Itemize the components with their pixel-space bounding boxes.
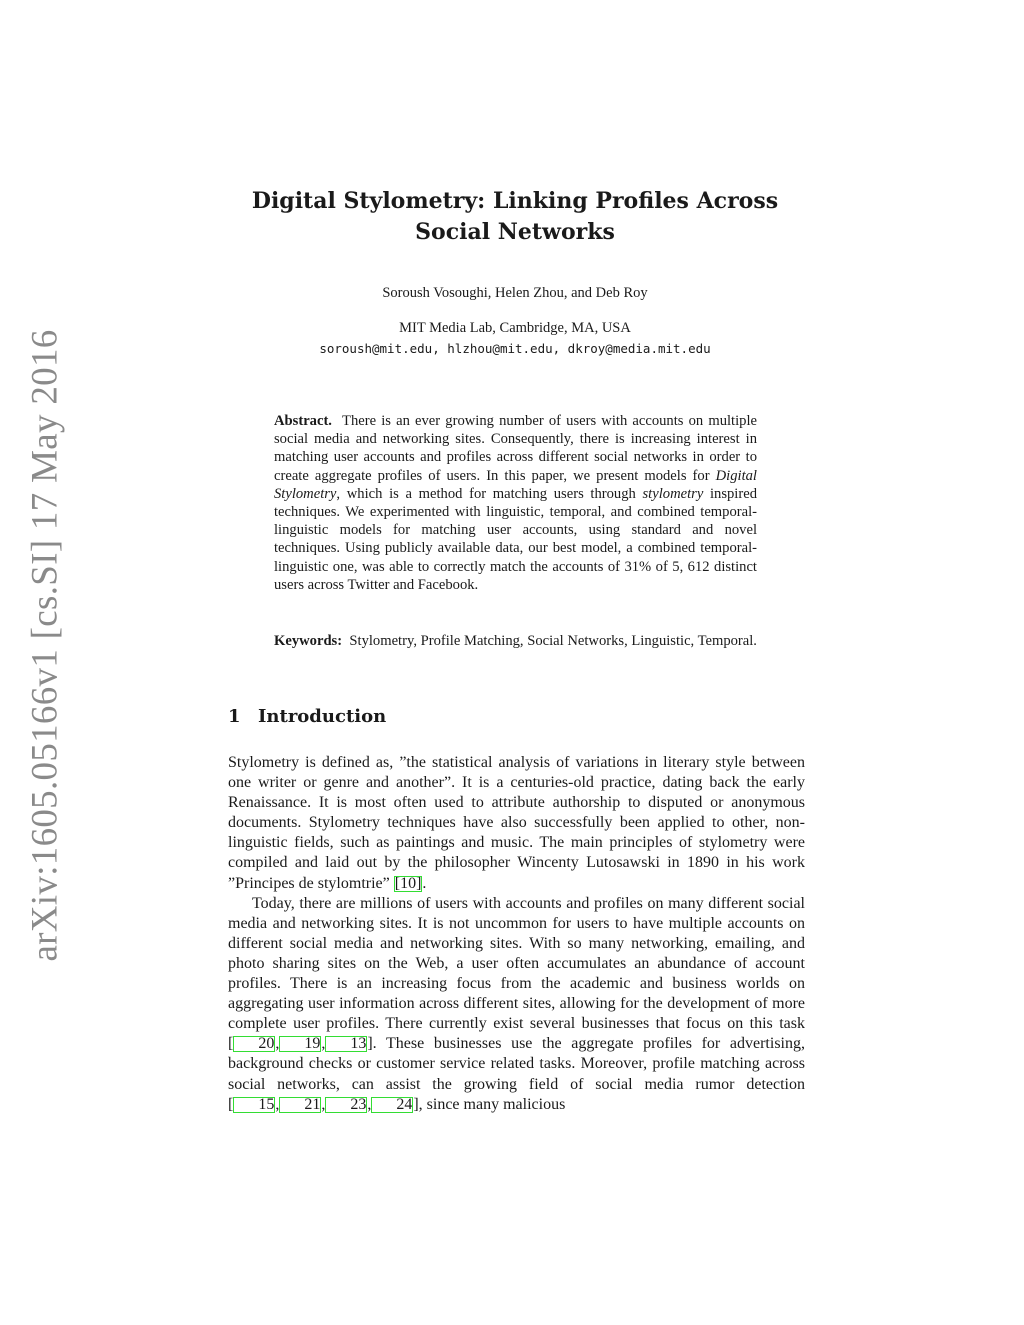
introduction-paragraph-2: [228, 894, 805, 1115]
citation-link-10[interactable]: [10]: [394, 874, 422, 892]
keywords: [274, 632, 757, 650]
citation-link-21[interactable]: 21: [279, 1097, 321, 1113]
arxiv-identifier-sidebar: [12, 328, 78, 962]
introduction-paragraph-1: Stylometry is defined as, ”the statistical analysis of variations in literary style between one writer or genre and another”. It is a centuries-old practice, dating back the early Renaissance. It is most often used to attribute authorship to disputed or anonymous documents. Stylometry techniques have also successfully been applied to other, non-linguistic fields, such as paintings and music. The main principles of stylometry were compiled and laid out by the philosopher Wincenty Lutosawski in 1890 in his work ”Principes de stylomtrie” [10].: [228, 754, 805, 892]
abstract-label: Abstract.: [274, 413, 332, 429]
paragraph-2-text-part-3: , since many malicious: [418, 1095, 566, 1113]
citation-link-20[interactable]: 20: [233, 1036, 275, 1052]
citation-link-13[interactable]: 13: [325, 1036, 367, 1052]
paragraph-2-text-part-1: Today, there are millions of users with accounts and profiles on many different social media and networking sites. It is not uncommon for users to have multiple accounts on different social media and networking sites. With so many networking, emailing, and photo sharing sites on the Web, a user often accumulates an abundance of account profiles. There is an increasing focus from the academic and business worlds on aggregating user information across different sites, allowing for the development of more complete user profiles. There currently exist several businesses that focus on this task: [228, 894, 805, 1033]
abstract-text-part-1: There is an ever growing number of users with accounts on multiple social media and networking sites. Consequently, there is increasing interest in matching user accounts and profiles across different social networks in order to create aggregate profiles of users. In this paper, we present models for: [274, 413, 757, 484]
paper-title-line-1: Digital Stylometry: Linking Profiles Across: [251, 188, 779, 214]
keywords-label: Keywords:: [274, 633, 343, 649]
paragraph-2-text-part-2: . These businesses use the aggregate profiles for advertising, background checks or customer service related tasks. Moreover, profile matching across social networks, can assist the growing field of social media rumor detection: [228, 1035, 805, 1093]
citation-link-19[interactable]: 19: [279, 1036, 321, 1052]
citation-link-23[interactable]: 23: [325, 1097, 367, 1113]
abstract-emphasis-stylometry: stylometry: [642, 485, 704, 502]
paper-title-line-2: Social Networks: [415, 219, 615, 245]
citation-group-a: [ 20, 19, 13]: [228, 1035, 373, 1053]
section-number: 1: [228, 706, 241, 727]
paper-authors: Soroush Vosoughi, Helen Zhou, and Deb Roy: [382, 285, 648, 301]
citation-group-b: [ 15, 21, 23, 24]: [228, 1095, 419, 1113]
paper-title: [240, 186, 790, 248]
abstract-text-part-2: , which is a method for matching users through: [336, 485, 643, 502]
abstract-text-part-3: inspired techniques. We experimented with linguistic, temporal, and combined temporal-linguistic models for matching user accounts, using standard and novel techniques. Using publicly available data, our best model, a combined temporal-linguistic one, was able to correctly match the accounts of 31% of 5, 612 distinct users across Twitter and Facebook.: [274, 485, 757, 593]
arxiv-identifier: arXiv:1605.05166v1 [cs.SI] 17 May 2016: [24, 328, 66, 962]
section-heading-introduction: [228, 706, 386, 727]
section-title: Introduction: [258, 706, 387, 727]
citation-link-15[interactable]: 15: [233, 1097, 275, 1113]
author-affiliation: MIT Media Lab, Cambridge, MA, USA: [399, 320, 631, 336]
paragraph-1-text: Stylometry is defined as, ”the statistical analysis of variations in literary style between one writer or genre and another”. It is a centuries-old practice, dating back the early Renaissance. It is most often used to attribute authorship to disputed or anonymous documents. Stylometry techniques have also successfully been applied to other, non-linguistic fields, such as paintings and music. The main principles of stylometry were compiled and laid out by the philosopher Wincenty Lutosawski in 1890 in his work ”Principes de stylomtrie”: [228, 754, 805, 892]
author-emails: soroush@mit.edu, hlzhou@mit.edu, dkroy@media.mit.edu: [319, 341, 711, 356]
abstract: [274, 412, 757, 594]
keywords-text: Stylometry, Profile Matching, Social Networks, Linguistic, Temporal.: [349, 633, 757, 649]
citation-link-24[interactable]: 24: [371, 1097, 413, 1113]
abstract-emphasis-digital-stylometry: Digital Stylometry: [274, 467, 757, 502]
introduction-body: [228, 753, 805, 1115]
